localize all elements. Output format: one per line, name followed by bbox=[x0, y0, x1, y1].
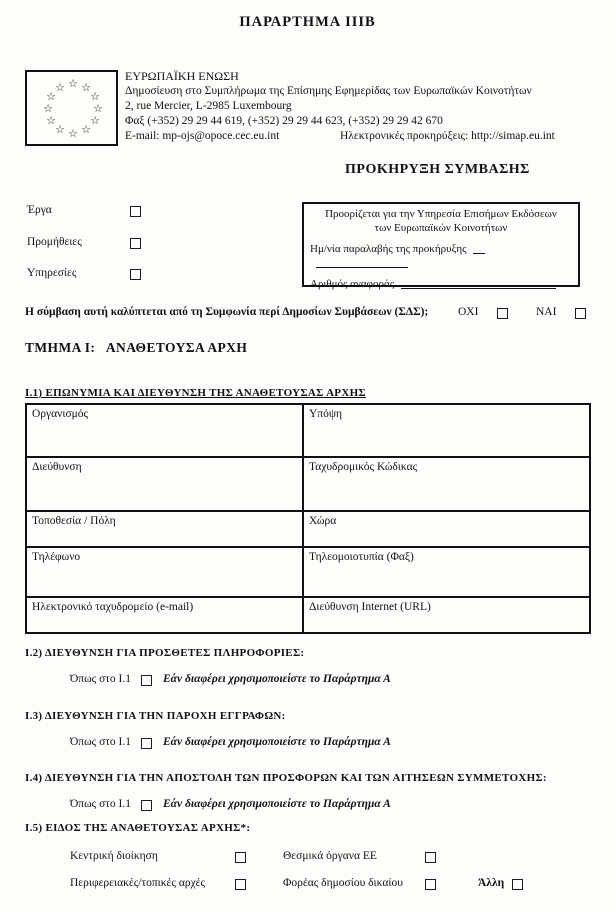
authority-table bbox=[25, 403, 591, 634]
same-as-i1-checkbox-s13[interactable] bbox=[141, 738, 152, 749]
date-received-field[interactable] bbox=[316, 256, 408, 268]
eu-union-name: ΕΥΡΩΠΑΪΚΗ ΕΝΩΣΗ bbox=[125, 69, 239, 83]
authority-type-other-label: Άλλη bbox=[478, 877, 505, 889]
email-cell[interactable]: Ηλεκτρονικό ταχυδρομείο (e-mail) bbox=[27, 598, 304, 632]
authority-type-central-checkbox[interactable] bbox=[235, 852, 246, 863]
authority-type-regional-label: Περιφερειακές/τοπικές αρχές bbox=[70, 877, 206, 889]
gpa-no-label: ΟΧΙ bbox=[458, 306, 479, 318]
gpa-question: Η σύμβαση αυτή καλύπτεται από τη Συμφωνία περί Δημοσίων Συμβάσεων (ΣΔΣ); bbox=[25, 306, 429, 318]
publication-line: Δημοσίευση στο Συμπλήρωμα της Επίσημης Εφημερίδας των Ευρωπαϊκών Κοινοτήτων bbox=[125, 85, 532, 97]
office-reserved-line1: Προορίζεται για την Υπηρεσία Επισήμων Εκδόσεων bbox=[325, 208, 557, 220]
eu-star-icon: ☆ bbox=[90, 115, 100, 127]
eu-star-icon: ☆ bbox=[55, 124, 65, 136]
authority-type-other-checkbox[interactable] bbox=[512, 879, 523, 890]
contract-type-works-label: Έργα bbox=[27, 204, 52, 216]
same-as-i1-checkbox-s12[interactable] bbox=[141, 675, 152, 686]
works-checkbox[interactable] bbox=[130, 206, 141, 217]
authority-type-eu-checkbox[interactable] bbox=[425, 852, 436, 863]
services-checkbox[interactable] bbox=[130, 269, 141, 280]
address-line: 2, rue Mercier, L-2985 Luxembourg bbox=[125, 100, 292, 112]
fax-cell[interactable]: Τηλεομοιοτυπία (Φαξ) bbox=[304, 548, 589, 598]
eu-star-icon: ☆ bbox=[46, 91, 56, 103]
section1-4-heading: Ι.4) ΔΙΕΥΘΥΝΣΗ ΓΙΑ ΤΗΝ ΑΠΟΣΤΟΛΗ ΤΩΝ ΠΡΟΣΦΟΡΩΝ ΚΑΙ ΤΩΝ ΑΙΤΗΣΕΩΝ ΣΥΜΜΕΤΟΧΗΣ: bbox=[25, 772, 547, 784]
eu-star-icon: ☆ bbox=[93, 103, 103, 115]
country-cell[interactable]: Χώρα bbox=[304, 512, 589, 548]
gpa-yes-label: ΝΑΙ bbox=[536, 306, 557, 318]
eu-star-icon: ☆ bbox=[68, 78, 78, 90]
date-received-label: Ημ/νία παραλαβής της προκήρυξης bbox=[310, 242, 467, 255]
office-reserved-line2: των Ευρωπαϊκών Κοινοτήτων bbox=[374, 221, 508, 234]
date-received-field[interactable] bbox=[473, 242, 485, 254]
supplies-checkbox[interactable] bbox=[130, 238, 141, 249]
annex-a-note: Εάν διαφέρει χρησιμοποιείστε το Παράρτημα Α bbox=[163, 736, 391, 748]
fax-line: Φαξ (+352) 29 29 44 619, (+352) 29 29 44 623, (+352) 29 29 42 670 bbox=[125, 115, 443, 127]
annex-a-note: Εάν διαφέρει χρησιμοποιείστε το Παράρτημα Α bbox=[163, 798, 391, 810]
gpa-yes-checkbox[interactable] bbox=[575, 308, 586, 319]
telephone-cell[interactable]: Τηλέφωνο bbox=[27, 548, 304, 598]
url-cell[interactable]: Διεύθυνση Internet (URL) bbox=[309, 601, 431, 613]
eu-star-icon: ☆ bbox=[55, 82, 65, 94]
attention-cell[interactable]: Υπόψη bbox=[304, 405, 589, 458]
section1-1-heading: Ι.1) ΕΠΩΝΥΜΙΑ ΚΑΙ ΔΙΕΥΘΥΝΣΗ ΤΗΣ ΑΝΑΘΕΤΟΥΣΑΣ ΑΡΧΗΣ bbox=[25, 387, 366, 399]
section1-5-heading: Ι.5) ΕΙΔΟΣ ΤΗΣ ΑΝΑΘΕΤΟΥΣΑΣ ΑΡΧΗΣ*: bbox=[25, 822, 251, 834]
authority-type-public-body-label: Φορέας δημοσίου δικαίου bbox=[283, 877, 403, 889]
section1-3-heading: Ι.3) ΔΙΕΥΘΥΝΣΗ ΓΙΑ ΤΗΝ ΠΑΡΟΧΗ ΕΓΓΡΑΦΩΝ: bbox=[25, 710, 286, 722]
reference-number-label: Αριθμός αναφοράς bbox=[310, 278, 395, 290]
enotices-line: Ηλεκτρονικές προκηρύξεις: http://simap.eu.int bbox=[340, 130, 555, 142]
section1-heading: ΤΜΗΜΑ Ι: ΑΝΑΘΕΤΟΥΣΑ ΑΡΧΗ bbox=[25, 340, 248, 355]
authority-type-eu-label: Θεσμικά όργανα ΕΕ bbox=[283, 850, 377, 862]
eu-star-icon: ☆ bbox=[90, 91, 100, 103]
same-as-i1-label: Όπως στο Ι.1 bbox=[70, 673, 132, 685]
office-use-box bbox=[302, 202, 580, 290]
gpa-no-checkbox[interactable] bbox=[497, 308, 508, 319]
authority-type-public-body-checkbox[interactable] bbox=[425, 879, 436, 890]
contract-type-services-label: Υπηρεσίες bbox=[27, 267, 77, 279]
eu-star-icon: ☆ bbox=[43, 103, 53, 115]
authority-type-regional-checkbox[interactable] bbox=[235, 879, 246, 890]
contract-type-supplies-label: Προμήθειες bbox=[27, 236, 82, 248]
organisation-cell[interactable]: Οργανισμός bbox=[27, 405, 304, 458]
eu-star-icon: ☆ bbox=[68, 128, 78, 140]
same-as-i1-checkbox-s14[interactable] bbox=[141, 800, 152, 811]
address-cell[interactable]: Διεύθυνση bbox=[27, 458, 304, 512]
postal-code-cell[interactable]: Ταχυδρομικός Κώδικας bbox=[304, 458, 589, 512]
reference-number-field[interactable] bbox=[401, 277, 556, 289]
eu-flag-icon bbox=[25, 70, 118, 146]
eu-star-icon: ☆ bbox=[81, 82, 91, 94]
email-line: E-mail: mp-ojs@opoce.cec.eu.int bbox=[125, 130, 280, 142]
section1-2-heading: Ι.2) ΔΙΕΥΘΥΝΣΗ ΓΙΑ ΠΡΟΣΘΕΤΕΣ ΠΛΗΡΟΦΟΡΙΕΣ: bbox=[25, 647, 305, 659]
eu-star-icon: ☆ bbox=[81, 124, 91, 136]
notice-title: ΠΡΟΚΗΡΥΞΗ ΣΥΜΒΑΣΗΣ bbox=[345, 162, 530, 177]
same-as-i1-label: Όπως στο Ι.1 bbox=[70, 798, 132, 810]
authority-type-central-label: Κεντρική διοίκηση bbox=[70, 850, 158, 862]
eu-star-icon: ☆ bbox=[46, 115, 56, 127]
town-cell[interactable]: Τοποθεσία / Πόλη bbox=[27, 512, 304, 548]
same-as-i1-label: Όπως στο Ι.1 bbox=[70, 736, 132, 748]
page-title: ΠΑΡΑΡΤΗΜΑ ΙΙΙΒ bbox=[239, 14, 376, 30]
annex-a-note: Εάν διαφέρει χρησιμοποιείστε το Παράρτημα Α bbox=[163, 673, 391, 685]
